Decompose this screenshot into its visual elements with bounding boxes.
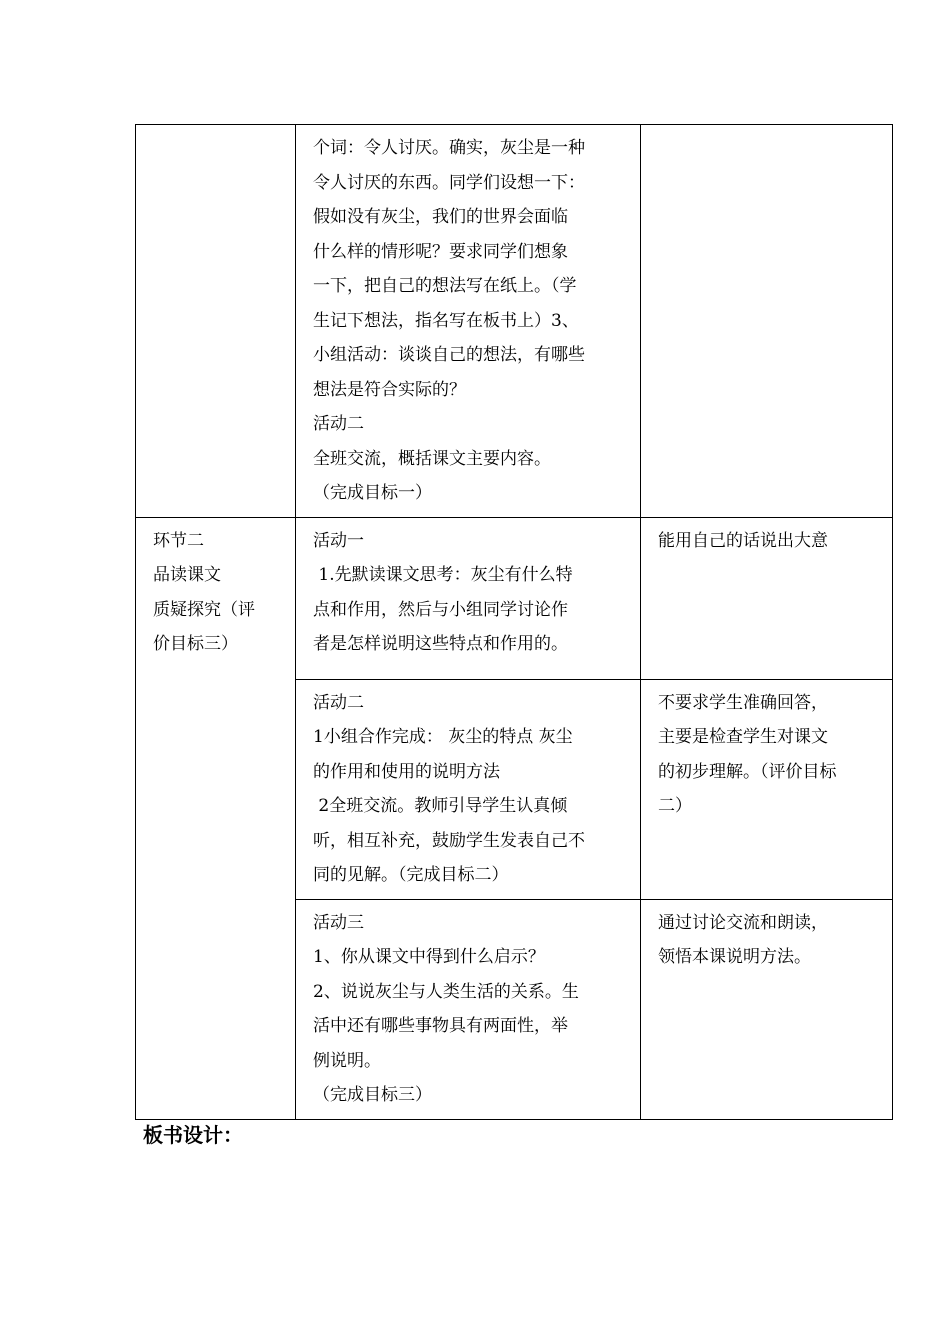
lesson-plan-table: [135, 124, 893, 1120]
note-line: 二）: [658, 796, 692, 816]
note-line: 的初步理解。（评价目标: [658, 761, 837, 782]
activity-line: 者是怎样说明这些特点和作用的。: [313, 634, 568, 654]
activity-line: 假如没有灰尘，我们的世界会面临: [313, 207, 568, 227]
activity-line: 想法是符合实际的？: [313, 379, 466, 400]
stage-line: 质疑探究（评: [153, 599, 255, 620]
note-cell: [641, 125, 893, 518]
activity-line: 个词：令人讨厌。确实，灰尘是一种: [313, 138, 585, 158]
activity-line: 听，相互补充，鼓励学生发表自己不: [313, 830, 585, 851]
activity-line: 全班交流，概括课文主要内容。: [313, 448, 551, 469]
note-cell: [641, 899, 893, 1119]
stage-cell: [136, 125, 296, 518]
activity-line: 例说明。: [313, 1050, 381, 1071]
activity-line: 活动二: [313, 414, 364, 434]
activity-line: 令人讨厌的东西。同学们设想一下：: [313, 172, 585, 193]
activity-line: 活动一: [313, 530, 364, 551]
table-row: [136, 517, 893, 679]
note-line: 不要求学生准确回答，: [658, 692, 828, 713]
activity-cell: [296, 517, 641, 679]
activity-line: （完成目标三）: [313, 1085, 432, 1105]
board-design-heading: 板书设计：: [143, 1123, 243, 1147]
activity-cell: [296, 899, 641, 1119]
activity-line: 活动二: [313, 692, 364, 713]
stage-line: 价目标三）: [153, 634, 238, 654]
activity-line: 1.先默读课文思考：灰尘有什么特: [313, 565, 573, 585]
activity-line: 一下，把自己的想法写在纸上。（学: [313, 276, 577, 296]
note-line: 领悟本课说明方法。: [658, 947, 811, 967]
activity-line: 生记下想法，指名写在板书上）3、: [313, 310, 579, 331]
activity-cell: [296, 125, 641, 518]
activity-line: 2全班交流。教师引导学生认真倾: [313, 796, 568, 816]
note-line: 通过讨论交流和朗读，: [658, 912, 828, 933]
activity-cell: [296, 679, 641, 899]
stage-line: 品读课文: [153, 565, 221, 585]
note-line: 主要是检查学生对课文: [658, 727, 828, 747]
activity-line: 1、你从课文中得到什么启示？: [313, 947, 545, 967]
activity-line: 小组活动：谈谈自己的想法，有哪些: [313, 345, 585, 365]
activity-line: （完成目标一）: [313, 483, 432, 503]
activity-line: 点和作用，然后与小组同学讨论作: [313, 599, 568, 620]
table-row: [136, 125, 893, 518]
note-cell: [641, 679, 893, 899]
activity-line: 活中还有哪些事物具有两面性，举: [313, 1016, 568, 1036]
stage-line: 环节二: [153, 530, 204, 551]
note-line: 能用自己的话说出大意: [658, 530, 828, 551]
activity-line: 2、说说灰尘与人类生活的关系。生: [313, 981, 579, 1002]
note-cell: [641, 517, 893, 679]
activity-line: 的作用和使用的说明方法: [313, 761, 500, 782]
activity-line: 什么样的情形呢？要求同学们想象: [313, 241, 568, 262]
activity-line: 活动三: [313, 912, 364, 933]
activity-line: 同的见解。（完成目标二）: [313, 865, 509, 885]
activity-line: 1小组合作完成： 灰尘的特点 灰尘: [313, 727, 573, 747]
stage-cell: [136, 517, 296, 1119]
